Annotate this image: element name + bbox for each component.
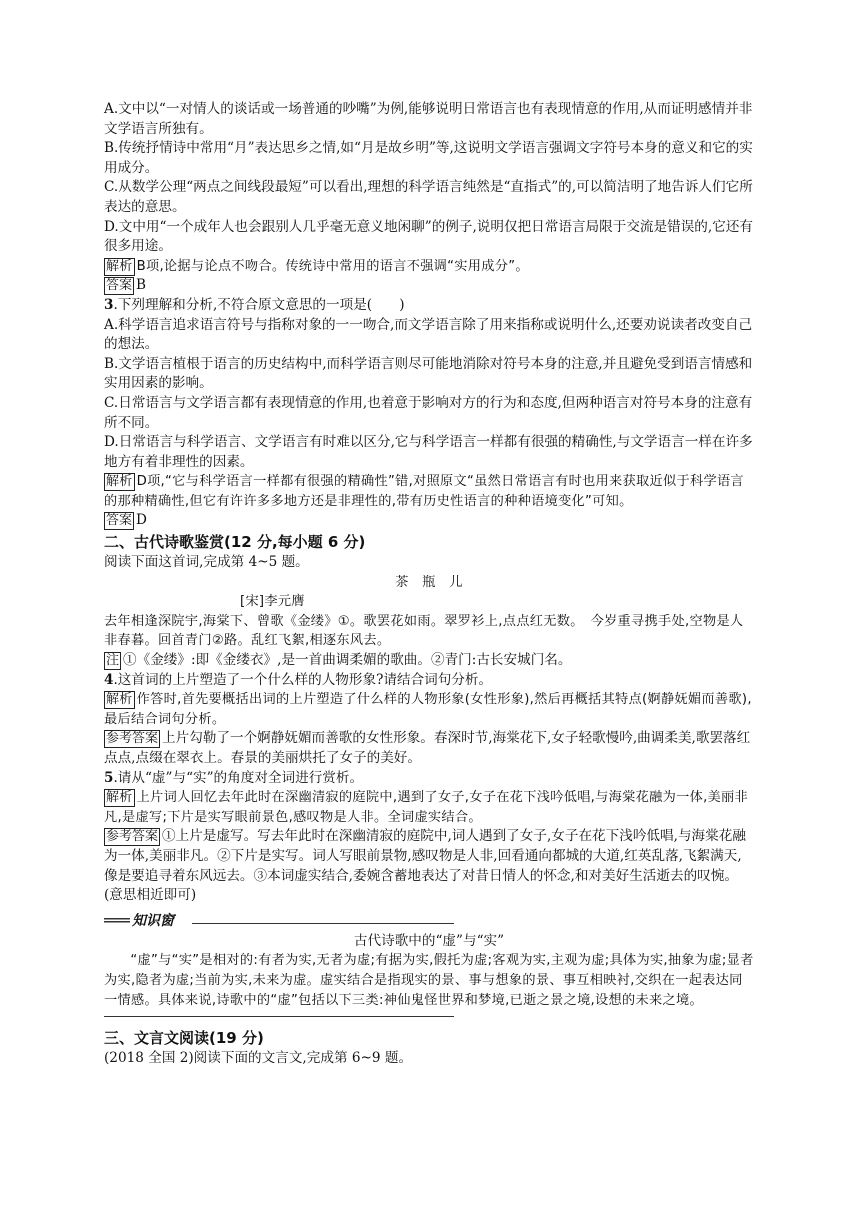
q5-reference-answer bbox=[104, 827, 754, 905]
q3-stem bbox=[104, 296, 754, 316]
section-2-title: 二、古代诗歌鉴赏(12 分,每小题 6 分) bbox=[104, 533, 366, 552]
knowledge-window-label: 知识窗 bbox=[132, 912, 174, 929]
q5-analysis-text: 上片词人回忆去年此时在深幽清寂的庭院中,遇到了女子,女子在花下浅吟低唱,与海棠花融为一体,美丽非凡,是虚写;下片是实写眼前景色,感叹物是人非。全词虚实结合。 bbox=[104, 790, 749, 825]
poem-author: [宋]李元膺 bbox=[240, 594, 305, 610]
section-3-title: 三、文言文阅读(19 分) bbox=[104, 1029, 264, 1048]
answer-tag: 答案 bbox=[106, 513, 133, 529]
q5-number: 5 bbox=[104, 769, 114, 786]
q4-stem bbox=[104, 671, 754, 691]
knowledge-window-header bbox=[104, 910, 754, 932]
q2-option-b: B.传统抒情诗中常用“月”表达思乡之情,如“月是故乡明”等,这说明文学语言强调文字符号本身的意义和它的实用成分。 bbox=[104, 140, 753, 176]
knowledge-text: “虚”与“实”是相对的:有者为实,无者为虚;有据为实,假托为虚;客观为实,主观为虚;具体为实,抽象为虚;显者为实,隐者为虚;当前为实,未来为虚。虚实结合是指现实的景、事与想象的景、事互相映衬,交织在一起表达同一情感。具体来说,诗歌中的“虚”包括以下三类:神仙鬼怪世界和梦境,已逝之景之境,设想的未来之境。 bbox=[104, 953, 754, 1008]
q2-answer bbox=[104, 276, 754, 296]
q4-analysis bbox=[104, 690, 754, 729]
q2-option-c: C.从数学公理“两点之间线段最短”可以看出,理想的科学语言纯然是“直指式”的,可以简洁明了地告诉人们它所表达的意思。 bbox=[104, 179, 753, 215]
reference-answer-tag: 参考答案 bbox=[106, 731, 159, 747]
answer-tag: 答案 bbox=[106, 278, 133, 294]
section-3-intro: (2018 全国 2)阅读下面的文言文,完成第 6~9 题。 bbox=[104, 1050, 413, 1067]
poem-note bbox=[104, 651, 754, 671]
reference-answer-tag: 参考答案 bbox=[106, 829, 159, 845]
divider bbox=[192, 923, 454, 924]
q4-reference-answer bbox=[104, 729, 754, 768]
q3-option-d: D.日常语言与科学语言、文学语言有时难以区分,它与科学语言一样都有很强的精确性,与文学语言一样在许多地方有着非理性的因素。 bbox=[104, 434, 753, 470]
divider bbox=[104, 1016, 454, 1017]
q5-stem bbox=[104, 769, 754, 789]
q3-analysis-text: D项,“它与科学语言一样都有很强的精确性”错,对照原文“虽然日常语言有时也用来获取近似于科学语言的那种精确性,但它有许许多多地方还是非理性的,带有历史性语言的种种语境变化”可知。 bbox=[104, 474, 744, 509]
q3-analysis bbox=[104, 472, 754, 511]
analysis-tag: 解析 bbox=[106, 790, 133, 806]
analysis-tag: 解析 bbox=[106, 692, 133, 708]
q3-option-c: C.日常语言与文学语言都有表现情意的作用,也着意于影响对方的行为和态度,但两种语言对符号本身的注意有所不同。 bbox=[104, 394, 753, 431]
poem-title: 茶 瓶 儿 bbox=[395, 574, 463, 590]
q4-reference-text: 上片勾勒了一个婀静妩媚而善歌的女性形象。春深时节,海棠花下,女子轻歌慢吟,曲调柔美,歌罢落红点点,点缀在翠衣上。春景的美丽烘托了女子的美好。 bbox=[104, 730, 751, 766]
q3-option-b: B.文学语言植根于语言的历史结构中,而科学语言则尽可能地消除对符号本身的注意,并且避免受到语言情感和实用因素的影响。 bbox=[104, 355, 753, 392]
q2-option-a: A.文中以“一对情人的谈话或一场普通的吵嘴”为例,能够说明日常语言也有表现情意的作用,从而证明感情并非文学语言所独有。 bbox=[104, 101, 753, 137]
stripes-icon bbox=[104, 918, 130, 924]
knowledge-title: 古代诗歌中的“虚”与“实” bbox=[353, 932, 505, 949]
q2-answer-text: B bbox=[136, 277, 147, 294]
analysis-tag: 解析 bbox=[106, 474, 133, 490]
q2-analysis bbox=[104, 257, 754, 277]
q3-number: 3 bbox=[104, 296, 114, 313]
q5-analysis bbox=[104, 788, 754, 827]
q3-stem-text: .下列理解和分析,不符合原文意思的一项是( ) bbox=[113, 296, 405, 313]
q2-analysis-text: B项,论据与论点不吻合。传统诗中常用的语言不强调“实用成分”。 bbox=[136, 258, 529, 274]
poem-note-text: ①《金缕》:即《金缕衣》,是一首曲调柔媚的歌曲。②青门:古长安城门名。 bbox=[123, 652, 572, 669]
q5-reference-text: ①上片是虚写。写去年此时在深幽清寂的庭院中,词人遇到了女子,女子在花下浅吟低唱,与海棠花融为一体,美丽非凡。②下片是实写。词人写眼前景物,感叹物是人非,回看通向都城的大道,红英乱落,飞絮满天,像是要追寻着东风远去。③本词虚实结合,委婉含蓄地表达了对昔日情人的怀念,和对美好生活逝去的叹惋。(意思相近即可) bbox=[104, 828, 746, 904]
section-2-intro: 阅读下面这首词,完成第 4~5 题。 bbox=[104, 554, 309, 571]
q4-stem-text: .这首词的上片塑造了一个什么样的人物形象?请结合词句分析。 bbox=[113, 671, 493, 688]
q3-option-a: A.科学语言追求语言符号与指称对象的一一吻合,而文学语言除了用来指称或说明什么,还要劝说读者改变自己的想法。 bbox=[104, 316, 753, 353]
note-tag: 注 bbox=[106, 653, 120, 669]
q4-number: 4 bbox=[104, 671, 114, 688]
q2-option-d: D.文中用“一个成年人也会跟别人几乎毫无意义地闲聊”的例子,说明仅把日常语言局限于交流是错误的,它还有很多用途。 bbox=[104, 218, 753, 255]
q4-analysis-text: 作答时,首先要概括出词的上片塑造了什么样的人物形象(女性形象),然后再概括其特点(婀静妩媚而善歌),最后结合词句分析。 bbox=[104, 692, 752, 727]
q3-answer bbox=[104, 511, 754, 531]
document-page bbox=[104, 100, 754, 1069]
q3-answer-text: D bbox=[136, 512, 147, 529]
poem-text: 去年相逢深院宇,海棠下、曾歌《金缕》①。歌罢花如雨。翠罗衫上,点点红无数。 今岁重寻携手处,空物是人非春暮。回首青门②路。乱红飞絮,相逐东风去。 bbox=[104, 613, 744, 649]
analysis-tag: 解析 bbox=[106, 258, 133, 274]
q5-stem-text: .请从“虚”与“实”的角度对全词进行赏析。 bbox=[113, 769, 364, 786]
